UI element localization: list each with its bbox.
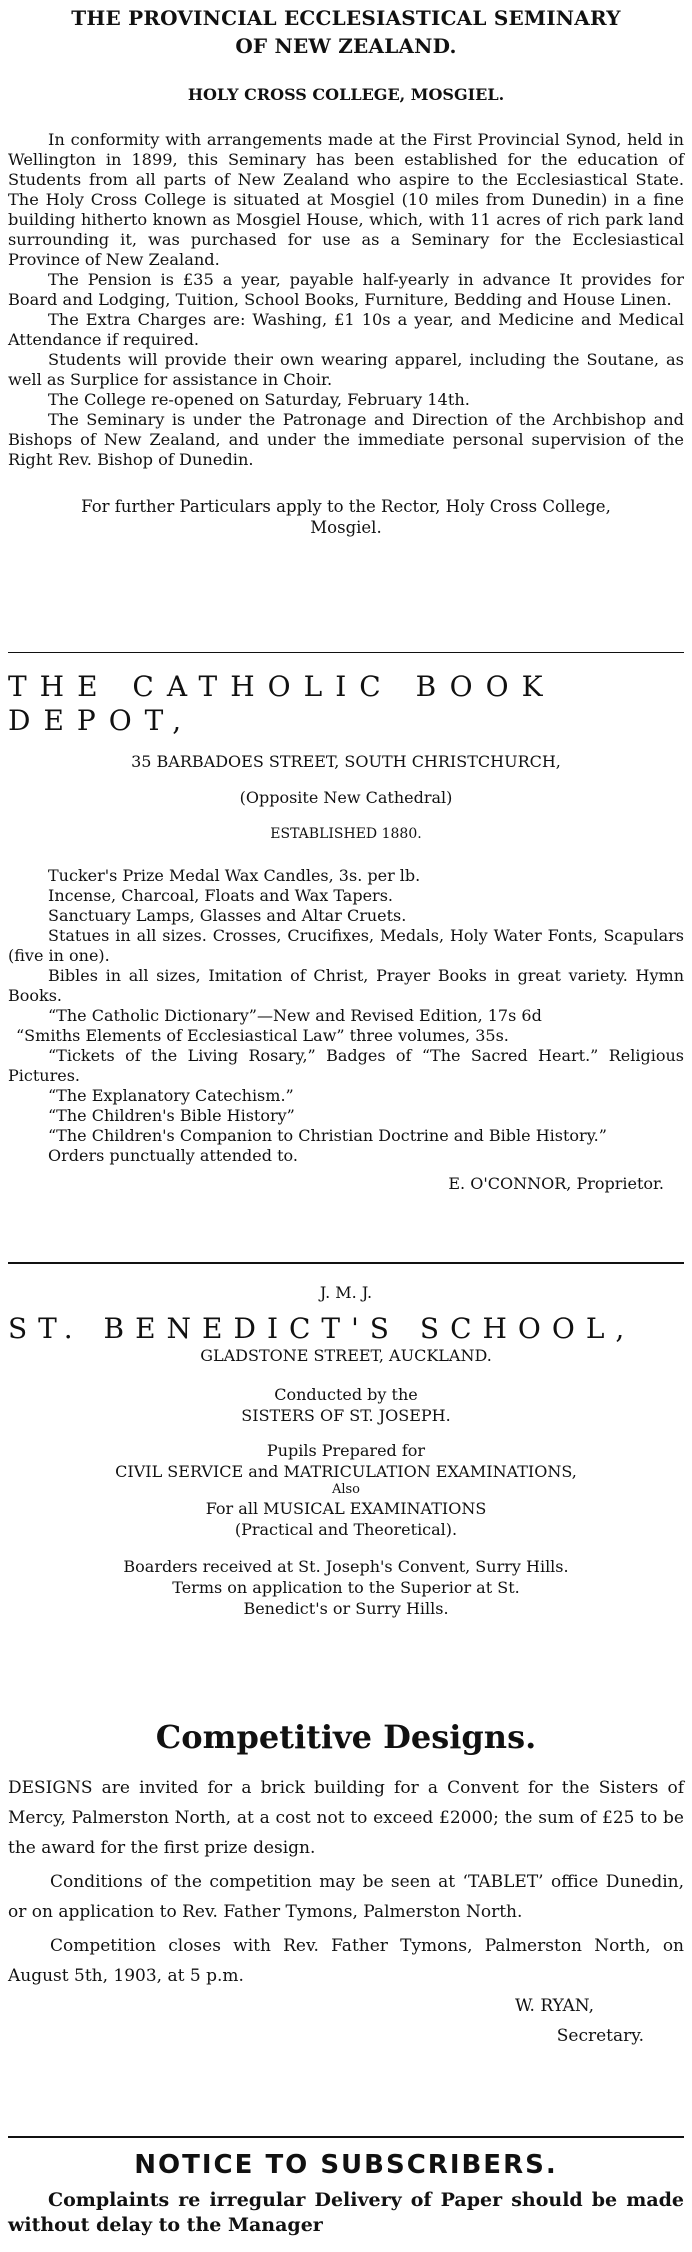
depot-item: Orders punctually attended to. (48, 1146, 298, 1165)
designs-paragraph: DESIGNS are invited for a brick building for a Convent for the Sisters of Mercy, Palmerston North, at a cost not to exceed £2000; the sum of £25 to be the award for the first prize design. (8, 1778, 684, 1858)
depot-item: “The Children's Bible History” (48, 1106, 295, 1125)
school-pupils: Pupils Prepared for (266, 1441, 426, 1460)
depot-item: “The Explanatory Catechism.” (48, 1086, 294, 1105)
school-exams: CIVIL SERVICE and MATRICULATION EXAMINATIONS, (115, 1462, 577, 1481)
designs-title: Competitive Designs. (155, 1718, 537, 1756)
designs-advertisement (8, 1715, 684, 2051)
designs-paragraph: Competition closes with Rev. Father Tymons, Palmerston North, on August 5th, 1903, at 5 p.m. (8, 1936, 684, 1986)
seminary-title: THE PROVINCIAL ECCLESIASTICAL SEMINARY (71, 6, 621, 30)
school-sisters: SISTERS OF ST. JOSEPH. (241, 1406, 451, 1425)
school-benedict: Benedict's or Surry Hills. (243, 1599, 449, 1618)
depot-item: Bibles in all sizes, Imitation of Christ, Prayer Books in great variety. Hymn Books. (8, 966, 684, 1005)
depot-item: Statues in all sizes. Crosses, Crucifixes, Medals, Holy Water Fonts, Scapulars (five in one). (8, 926, 684, 965)
divider (8, 1262, 684, 1264)
book-depot-advertisement (8, 670, 684, 1194)
designs-paragraph: Conditions of the competition may be seen at ‘TABLET’ office Dunedin, or on application to Rev. Father Tymons, Palmerston North. (8, 1872, 684, 1922)
notice-advertisement (8, 2148, 684, 2238)
depot-item: “Smiths Elements of Ecclesiastical Law” three volumes, 35s. (16, 1026, 509, 1045)
depot-signature: E. O'CONNOR, Proprietor. (448, 1174, 664, 1193)
seminary-subtitle: OF NEW ZEALAND. (235, 34, 457, 58)
notice-title: NOTICE TO SUBSCRIBERS. (134, 2150, 558, 2180)
depot-title: THE CATHOLIC BOOK DEPOT, (8, 670, 556, 737)
school-conducted: Conducted by the (274, 1385, 418, 1404)
seminary-paragraph: In conformity with arrangements made at the First Provincial Synod, held in Wellington in 1899, this Seminary has been established for the education of Students from all parts of New Zealand who aspire to the Ecclesiastical State. The Holy Cross College is situated at Mosgiel (10 miles from Dunedin) in a fine building hitherto known as Mosgiel House, which, with 11 acres of rich park land surrounding it, was purchased for use as a Seminary for the Ecclesiastical Province of New Zealand. (8, 130, 684, 269)
school-also: Also (331, 1482, 361, 1497)
seminary-advertisement (8, 0, 684, 538)
depot-item: “The Children's Companion to Christian Doctrine and Bible History.” (48, 1126, 607, 1145)
designs-signer: W. RYAN, (515, 1996, 594, 2016)
notice-body: Complaints re irregular Delivery of Paper should be made without delay to the Manager (8, 2189, 684, 2236)
school-practical: (Practical and Theoretical). (234, 1520, 458, 1539)
school-street: GLADSTONE STREET, AUCKLAND. (200, 1346, 492, 1365)
school-advertisement (8, 1282, 684, 1619)
school-boarders: Boarders received at St. Joseph's Convent, Surry Hills. (123, 1557, 569, 1576)
seminary-paragraph: The College re-opened on Saturday, February 14th. (48, 390, 470, 409)
depot-item: “Tickets of the Living Rosary,” Badges of “The Sacred Heart.” Religious Pictures. (8, 1046, 684, 1085)
seminary-paragraph: The Pension is £35 a year, payable half-yearly in advance It provides for Board and Lodging, Tuition, School Books, Furniture, Bedding and House Linen. (8, 270, 684, 309)
depot-address: 35 BARBADOES STREET, SOUTH CHRISTCHURCH, (131, 752, 561, 771)
college-name: HOLY CROSS COLLEGE, MOSGIEL. (187, 85, 505, 104)
seminary-apply: For further Particulars apply to the Rector, Holy Cross College, Mosgiel. (81, 497, 611, 537)
seminary-paragraph: The Seminary is under the Patronage and Direction of the Archbishop and Bishops of New Zealand, and under the immediate personal supervision of the Right Rev. Bishop of Dunedin. (8, 410, 684, 469)
depot-item: Incense, Charcoal, Floats and Wax Tapers. (48, 886, 393, 905)
school-jmj: J. M. J. (319, 1283, 373, 1302)
seminary-paragraph: The Extra Charges are: Washing, £1 10s a year, and Medicine and Medical Attendance if required. (8, 310, 684, 349)
designs-role: Secretary. (556, 2026, 644, 2046)
depot-item: Sanctuary Lamps, Glasses and Altar Cruets. (48, 906, 407, 925)
seminary-paragraph: Students will provide their own wearing apparel, including the Soutane, as well as Surplice for assistance in Choir. (8, 350, 684, 389)
divider (8, 652, 684, 653)
depot-opposite: (Opposite New Cathedral) (239, 788, 453, 807)
depot-item: Tucker's Prize Medal Wax Candles, 3s. per lb. (48, 866, 421, 885)
school-terms: Terms on application to the Superior at St. (172, 1578, 520, 1597)
depot-item: “The Catholic Dictionary”—New and Revised Edition, 17s 6d (48, 1006, 542, 1025)
divider (8, 2136, 684, 2138)
depot-established: ESTABLISHED 1880. (270, 826, 422, 842)
school-title: ST. BENEDICT'S SCHOOL, (8, 1312, 636, 1345)
school-musical: For all MUSICAL EXAMINATIONS (205, 1499, 487, 1518)
